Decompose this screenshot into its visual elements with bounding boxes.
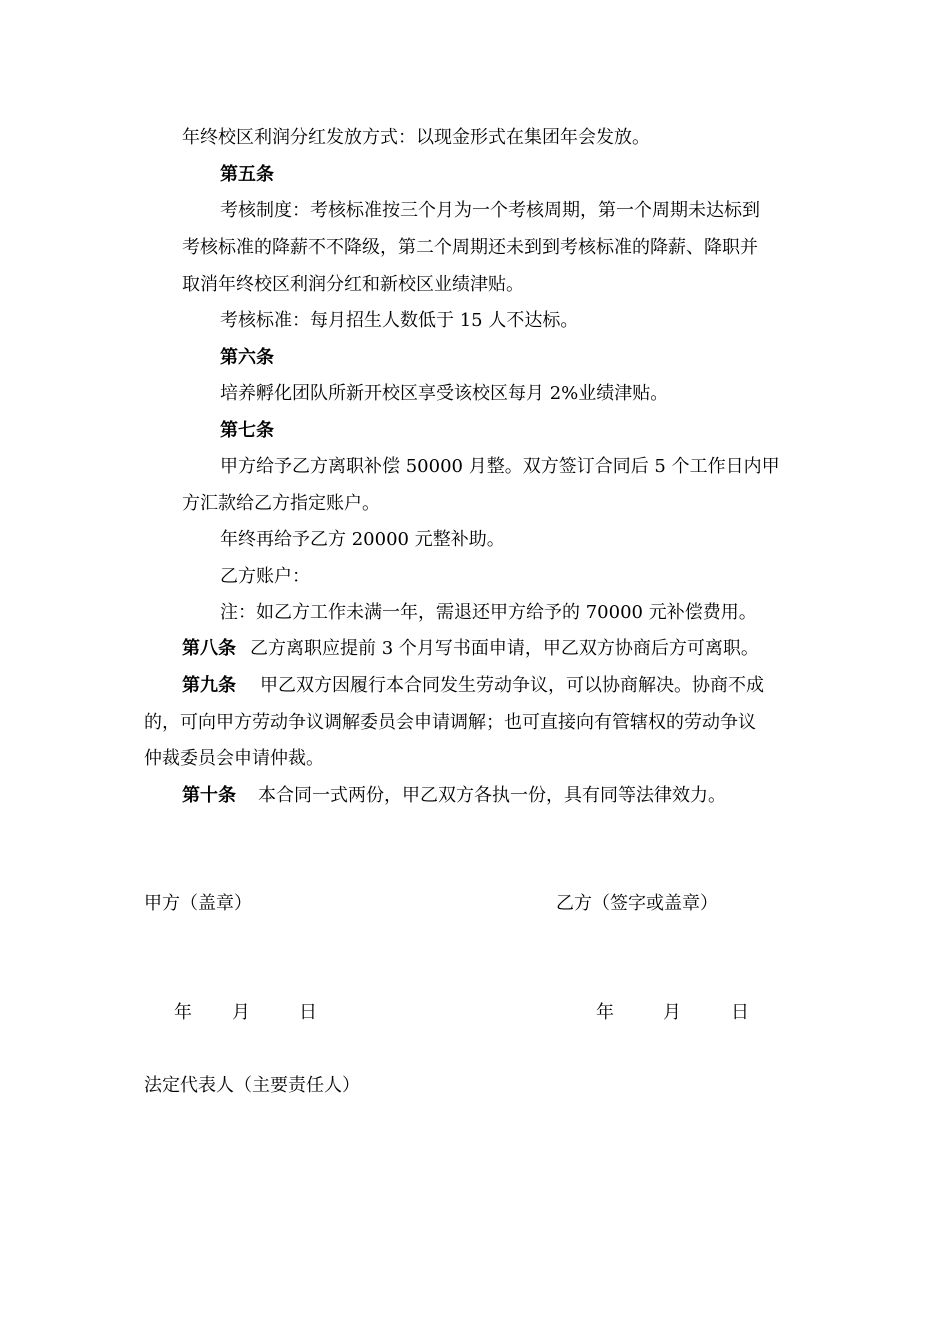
party-b-date-day: 日 [731,1002,749,1023]
article-9-text-line: 甲乙双方因履行本合同发生劳动争议，可以协商解决。协商不成 [260,675,764,696]
article-8 [182,637,759,661]
article-6-text: 培养孵化团队所新开校区享受该校区每月 2%业绩津贴。 [220,383,669,404]
party-b-signature-label: 乙方（签字或盖章） [556,893,718,914]
article-7-text-line: 方汇款给乙方指定账户。 [182,493,380,514]
party-a-date-day: 日 [299,1002,317,1023]
article-5-text-line: 考核标准的降薪不不降级，第二个周期还未到到考核标准的降薪、降职并 [182,237,758,258]
article-5-standard: 考核标准：每月招生人数低于 15 人不达标。 [220,310,579,331]
legal-representative-label: 法定代表人（主要责任人） [144,1075,360,1096]
paragraph-dividend-method: 年终校区利润分红发放方式：以现金形式在集团年会发放。 [182,127,650,148]
article-10-heading: 第十条 [182,785,236,806]
article-7-text-line: 甲方给予乙方离职补偿 50000 月整。双方签订合同后 5 个工作日内甲 [220,456,780,477]
article-5-heading: 第五条 [220,164,274,185]
article-9 [182,674,764,698]
article-9-text-line: 的，可向甲方劳动争议调解委员会申请调解；也可直接向有管辖权的劳动争议 [144,712,756,733]
article-9-text-line: 仲裁委员会申请仲裁。 [144,748,324,769]
party-a-seal-label: 甲方（盖章） [144,893,252,914]
article-10-text: 本合同一式两份，甲乙双方各执一份，具有同等法律效力。 [258,785,726,806]
article-6-heading: 第六条 [220,347,274,368]
article-5-text-line: 取消年终校区利润分红和新校区业绩津贴。 [182,274,524,295]
article-7-account: 乙方账户： [220,566,310,587]
article-5-text-line: 考核制度：考核标准按三个月为一个考核周期，第一个周期未达标到 [220,200,760,221]
article-9-heading: 第九条 [182,675,236,696]
article-10 [182,784,726,808]
party-b-date-month: 月 [663,1002,681,1023]
article-7-note: 注：如乙方工作未满一年，需退还甲方给予的 70000 元补偿费用。 [220,602,757,623]
article-8-heading: 第八条 [182,638,236,659]
article-7-subsidy: 年终再给予乙方 20000 元整补助。 [220,529,505,550]
article-7-heading: 第七条 [220,420,274,441]
party-a-date-month: 月 [232,1002,250,1023]
article-8-text: 乙方离职应提前 3 个月写书面申请，甲乙双方协商后方可离职。 [250,638,759,659]
party-a-date-year: 年 [174,1002,192,1023]
party-b-date-year: 年 [596,1002,614,1023]
